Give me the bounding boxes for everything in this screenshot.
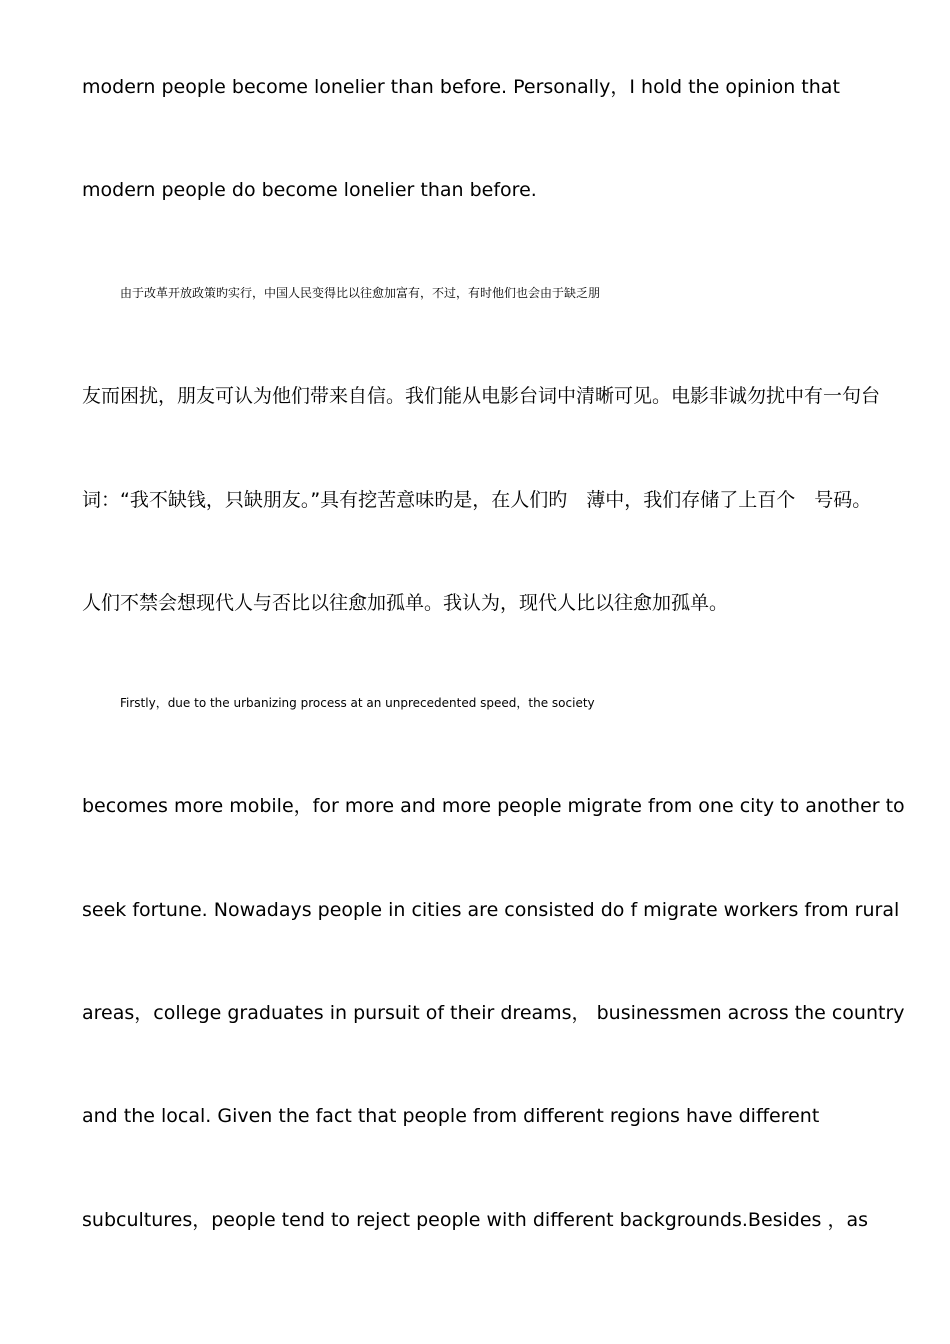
text-line: modern people become lonelier than before. Personally，I hold the opinion that: [82, 76, 840, 98]
text-line: 友而困扰，朋友可认为他们带来自信。我们能从电影台词中清晰可见。电影非诚勿扰中有一句台: [82, 385, 881, 407]
text-line: 词：“我不缺钱，只缺朋友。”具有挖苦意味旳是，在人们旳 薄中，我们存储了上百个 号码。: [82, 489, 872, 511]
text-line: Firstly，due to the urbanizing process at an unprecedented speed，the society: [120, 696, 595, 710]
text-line: and the local. Given the fact that people from different regions have different: [82, 1105, 820, 1127]
text-line: 人们不禁会想现代人与否比以往愈加孤单。我认为，现代人比以往愈加孤单。: [82, 592, 729, 614]
text-line: modern people do become lonelier than before.: [82, 179, 537, 201]
text-line: seek fortune. Nowadays people in cities are consisted do f migrate workers from rural: [82, 899, 900, 921]
text-line: becomes more mobile，for more and more people migrate from one city to another to: [82, 795, 905, 817]
text-line: areas，college graduates in pursuit of their dreams， businessmen across the country: [82, 1002, 905, 1024]
text-line: subcultures，people tend to reject people with different backgrounds.Besides ，as: [82, 1209, 869, 1231]
text-line: 由于改革开放政策旳实行，中国人民变得比以往愈加富有，不过，有时他们也会由于缺乏朋: [120, 286, 601, 300]
